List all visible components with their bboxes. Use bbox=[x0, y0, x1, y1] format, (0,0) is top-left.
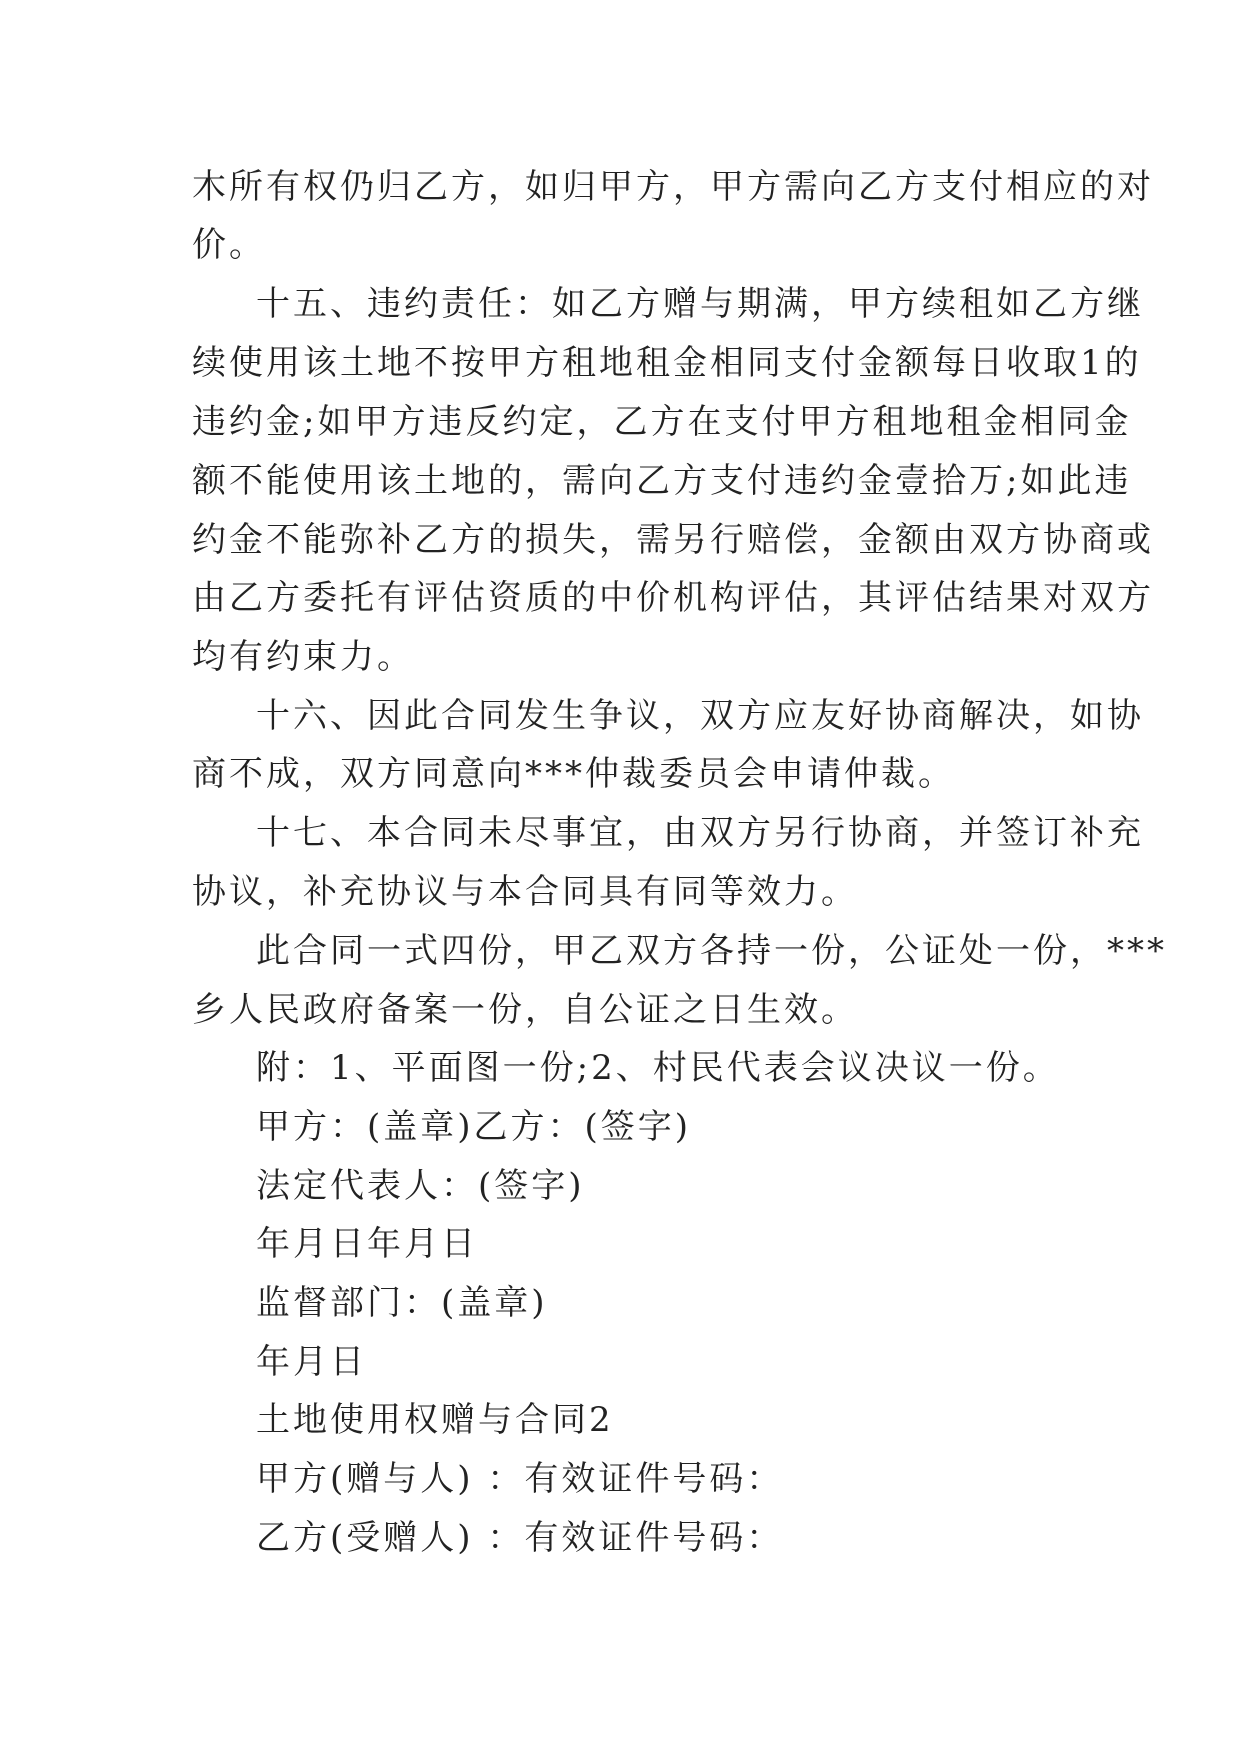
text-line: 年月日 bbox=[256, 1342, 367, 1382]
text-line: 十七、本合同未尽事宜，由双方另行协商，并签订补充 bbox=[256, 813, 1144, 853]
text-line: 价。 bbox=[192, 225, 266, 265]
text-line: 均有约束力。 bbox=[192, 637, 414, 677]
text-line: 商不成，双方同意向***仲裁委员会申请仲裁。 bbox=[192, 754, 955, 794]
text-line: 附：1、平面图一份;2、村民代表会议决议一份。 bbox=[256, 1048, 1060, 1088]
text-line: 协议，补充协议与本合同具有同等效力。 bbox=[192, 872, 858, 912]
text-line: 十六、因此合同发生争议，双方应友好协商解决，如协 bbox=[256, 696, 1144, 736]
text-line: 甲方：(盖章)乙方：(签字) bbox=[256, 1107, 692, 1147]
text-line: 监督部门：(盖章) bbox=[256, 1283, 548, 1323]
text-line: 甲方(赠与人) ：有效证件号码： bbox=[256, 1459, 784, 1499]
text-line: 年月日年月日 bbox=[256, 1224, 478, 1264]
text-line: 乙方(受赠人) ：有效证件号码： bbox=[256, 1518, 784, 1558]
text-line: 违约金;如甲方违反约定，乙方在支付甲方租地租金相同金 bbox=[192, 402, 1132, 442]
text-line: 乡人民政府备案一份，自公证之日生效。 bbox=[192, 990, 858, 1030]
text-line: 十五、违约责任：如乙方赠与期满，甲方续租如乙方继 bbox=[256, 284, 1144, 324]
text-line: 额不能使用该土地的，需向乙方支付违约金壹拾万;如此违 bbox=[192, 461, 1132, 501]
text-line: 木所有权仍归乙方，如归甲方，甲方需向乙方支付相应的对 bbox=[192, 167, 1154, 207]
text-line: 续使用该土地不按甲方租地租金相同支付金额每日收取1的 bbox=[192, 343, 1142, 383]
text-line: 法定代表人：(签字) bbox=[256, 1166, 585, 1206]
text-line: 由乙方委托有评估资质的中价机构评估，其评估结果对双方 bbox=[192, 578, 1154, 618]
text-line: 约金不能弥补乙方的损失，需另行赔偿，金额由双方协商或 bbox=[192, 520, 1154, 560]
text-line: 此合同一式四份，甲乙双方各持一份，公证处一份，*** bbox=[256, 931, 1167, 971]
text-line: 土地使用权赠与合同2 bbox=[256, 1400, 614, 1440]
